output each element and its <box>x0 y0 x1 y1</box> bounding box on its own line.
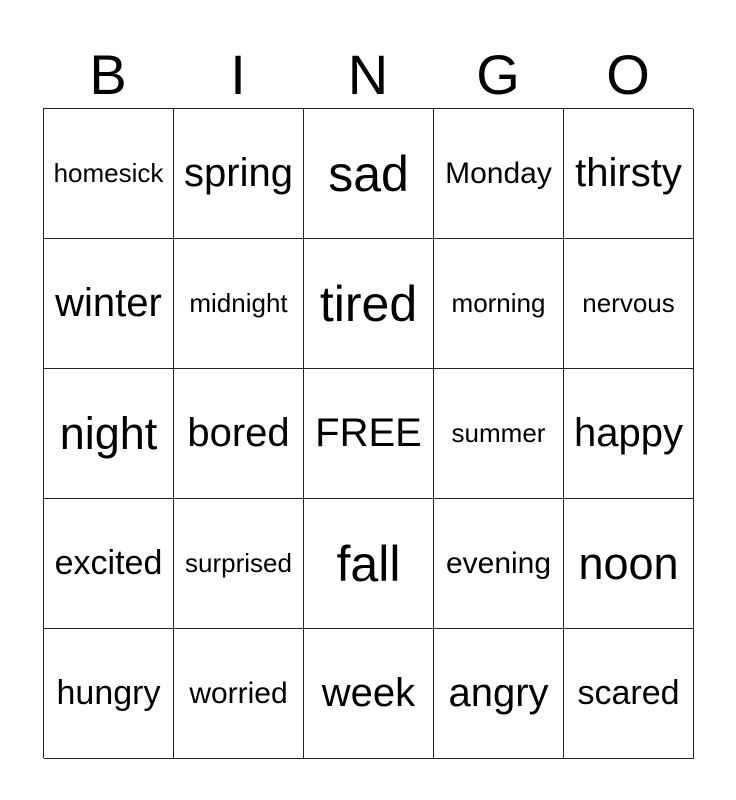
bingo-cell free-space: FREE <box>304 369 434 499</box>
header-letter-g: G <box>476 43 520 106</box>
bingo-cell: spring <box>174 109 304 239</box>
header-letter-i: I <box>230 43 246 106</box>
bingo-cell: midnight <box>174 239 304 369</box>
bingo-cell: tired <box>304 239 434 369</box>
bingo-cell: happy <box>564 369 694 499</box>
bingo-cell: worried <box>174 629 304 759</box>
bingo-cell: morning <box>434 239 564 369</box>
bingo-cell: evening <box>434 499 564 629</box>
bingo-cell: hungry <box>44 629 174 759</box>
bingo-cell: winter <box>44 239 174 369</box>
bingo-cell: surprised <box>174 499 304 629</box>
bingo-cell: angry <box>434 629 564 759</box>
bingo-cell: thirsty <box>564 109 694 239</box>
bingo-cell: nervous <box>564 239 694 369</box>
bingo-cell: Monday <box>434 109 564 239</box>
bingo-cell: bored <box>174 369 304 499</box>
bingo-cell: night <box>44 369 174 499</box>
bingo-cell: homesick <box>44 109 174 239</box>
bingo-cell: fall <box>304 499 434 629</box>
bingo-board <box>43 108 693 758</box>
bingo-cell: sad <box>304 109 434 239</box>
bingo-cell: scared <box>564 629 694 759</box>
bingo-cell: week <box>304 629 434 759</box>
header-letter-n: N <box>347 43 389 106</box>
bingo-cell: excited <box>44 499 174 629</box>
bingo-cell: summer <box>434 369 564 499</box>
header-letter-b: B <box>89 43 127 106</box>
header-letter-o: O <box>606 43 650 106</box>
bingo-cell: noon <box>564 499 694 629</box>
bingo-header <box>43 42 693 108</box>
